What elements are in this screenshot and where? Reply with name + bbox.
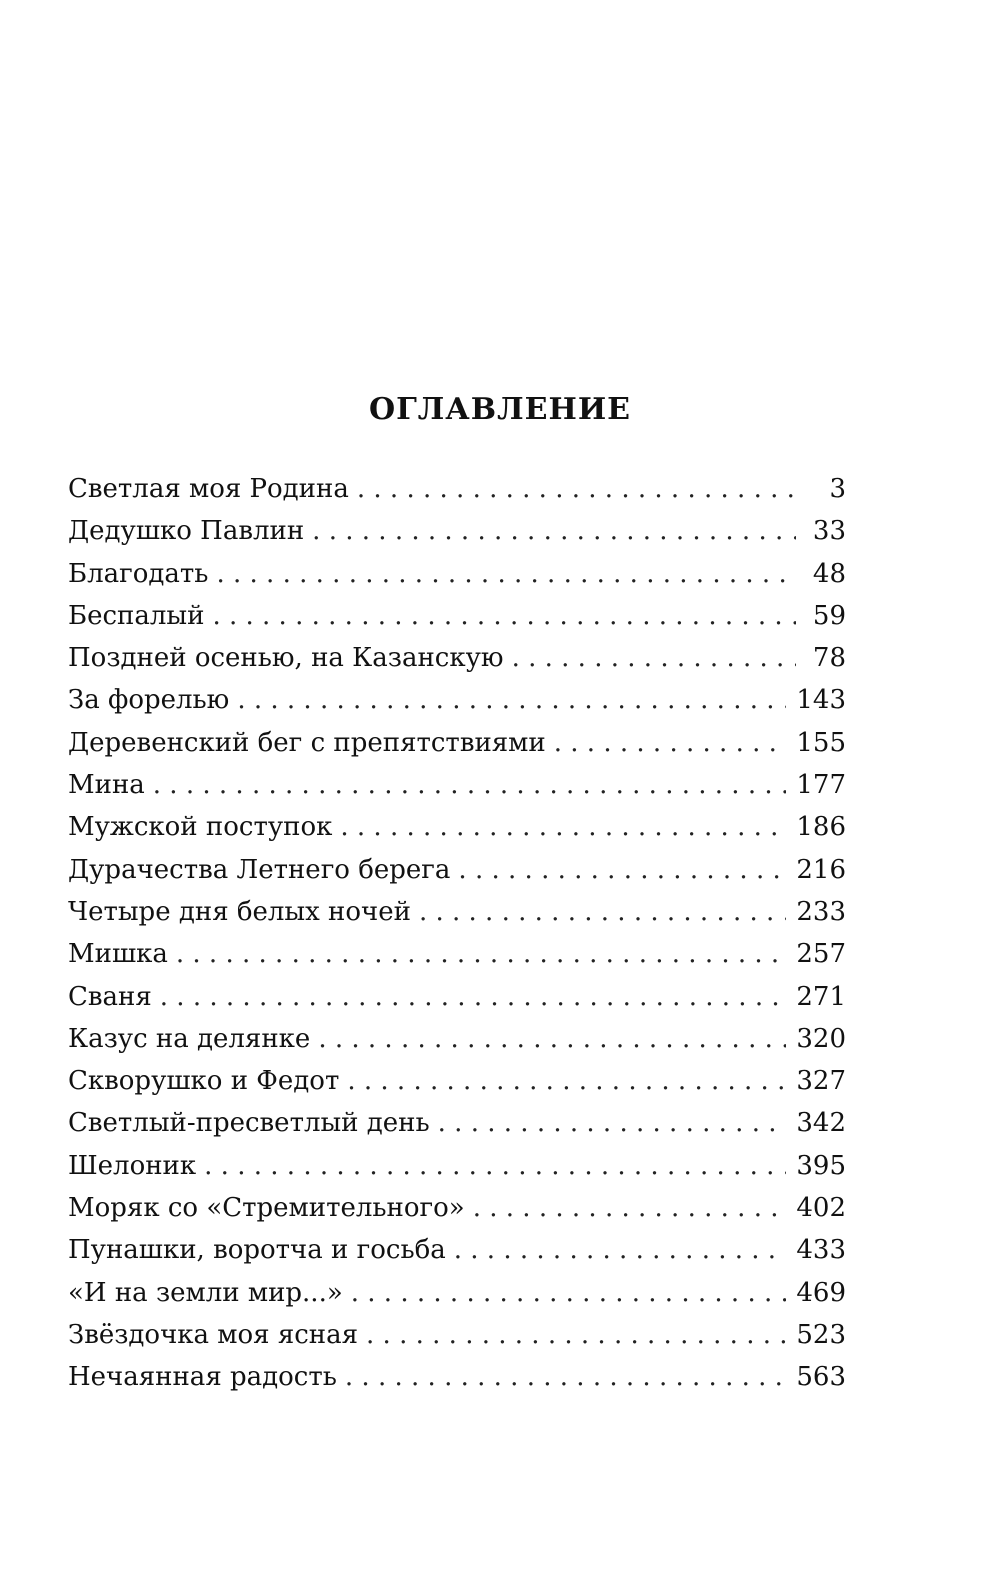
dot-leader xyxy=(340,806,786,848)
toc-entry-title: Казус на делянке xyxy=(68,1023,311,1054)
toc-entry-page: 469 xyxy=(796,1277,846,1308)
toc-entry xyxy=(68,1102,846,1144)
toc-entry-title: Светлая моя Родина xyxy=(68,474,349,504)
toc-entry-title: Мина xyxy=(68,770,145,801)
toc-entry-page: 563 xyxy=(796,1362,846,1393)
toc-entry-title: Мужской поступок xyxy=(68,812,333,843)
dot-leader xyxy=(160,976,787,1018)
toc-entry-page: 216 xyxy=(796,854,846,885)
dot-leader xyxy=(176,933,786,975)
toc-entry-page: 395 xyxy=(796,1150,846,1181)
toc-entry-page: 78 xyxy=(812,643,846,674)
toc-entry-page: 271 xyxy=(796,981,846,1012)
toc-entry xyxy=(68,468,846,510)
toc-entry xyxy=(68,595,846,637)
toc-entry-title: Шелоник xyxy=(68,1150,197,1181)
toc-entry-page: 143 xyxy=(796,685,846,716)
dot-leader xyxy=(419,891,786,933)
toc-entry-page: 59 xyxy=(812,600,846,631)
toc-entry-page: 48 xyxy=(812,558,846,589)
dot-leader xyxy=(351,1272,787,1314)
toc-heading: ОГЛАВЛЕНИЕ xyxy=(368,392,632,427)
toc-entry-page: 33 xyxy=(812,516,846,547)
toc-entry xyxy=(68,1356,846,1398)
toc-entry-title: За форелью xyxy=(68,685,230,716)
toc-entry-page: 233 xyxy=(796,896,846,927)
toc-entry-page: 523 xyxy=(796,1319,846,1350)
toc-entry xyxy=(68,1229,846,1271)
toc-entry xyxy=(68,1187,846,1229)
toc-entry xyxy=(68,1018,846,1060)
toc-entry-title: «И на земли мир...» xyxy=(68,1277,343,1308)
toc-entry-title: Нечаянная радость xyxy=(68,1362,337,1393)
toc-entry-title: Моряк со «Стремительного» xyxy=(68,1193,465,1224)
toc-entry-page: 320 xyxy=(796,1023,846,1054)
toc-entry xyxy=(68,933,846,975)
toc-entry-page: 3 xyxy=(829,474,846,504)
toc-entry xyxy=(68,722,846,764)
toc-entry-title: Скворушко и Федот xyxy=(68,1066,340,1097)
toc-entry-title: Пунашки, воротча и госьба xyxy=(68,1235,446,1266)
toc-entry xyxy=(68,976,846,1018)
dot-leader xyxy=(554,722,787,764)
toc-entry xyxy=(68,637,846,679)
toc-entry xyxy=(68,1272,846,1314)
toc-entry xyxy=(68,1145,846,1187)
dot-leader xyxy=(237,679,786,721)
dot-leader xyxy=(312,510,796,552)
dot-leader xyxy=(204,1145,786,1187)
toc-list xyxy=(68,468,846,1399)
dot-leader xyxy=(473,1187,787,1229)
dot-leader xyxy=(153,764,787,806)
toc-entry-title: Дурачества Летнего берега xyxy=(68,854,451,885)
toc-entry xyxy=(68,849,846,891)
dot-leader xyxy=(216,553,796,595)
dot-leader xyxy=(212,595,796,637)
toc-entry-page: 402 xyxy=(796,1193,846,1224)
toc-entry-title: Деревенский бег с препятствиями xyxy=(68,727,546,758)
toc-entry xyxy=(68,764,846,806)
dot-leader xyxy=(438,1102,787,1144)
dot-leader xyxy=(454,1229,787,1271)
toc-entry-title: Дедушко Павлин xyxy=(68,516,305,547)
dot-leader xyxy=(318,1018,786,1060)
toc-entry xyxy=(68,679,846,721)
dot-leader xyxy=(347,1060,786,1102)
dot-leader xyxy=(345,1356,786,1398)
toc-entry-page: 186 xyxy=(796,812,846,843)
toc-entry xyxy=(68,1314,846,1356)
toc-entry-page: 177 xyxy=(796,770,846,801)
toc-entry-title: Благодать xyxy=(68,558,209,589)
dot-leader xyxy=(366,1314,786,1356)
toc-entry-title: Поздней осенью, на Казанскую xyxy=(68,643,504,674)
toc-entry-page: 155 xyxy=(796,727,846,758)
toc-entry-page: 342 xyxy=(796,1108,846,1139)
toc-entry xyxy=(68,1060,846,1102)
dot-leader xyxy=(458,849,786,891)
toc-entry-title: Сваня xyxy=(68,981,152,1012)
toc-entry-page: 257 xyxy=(796,939,846,970)
toc-entry xyxy=(68,553,846,595)
dot-leader xyxy=(512,637,796,679)
toc-entry-page: 433 xyxy=(796,1235,846,1266)
dot-leader xyxy=(357,468,796,510)
toc-entry xyxy=(68,891,846,933)
toc-entry-title: Четыре дня белых ночей xyxy=(68,896,411,927)
toc-entry-title: Беспалый xyxy=(68,600,205,631)
toc-entry xyxy=(68,806,846,848)
toc-entry-title: Звёздочка моя ясная xyxy=(68,1319,359,1350)
toc-entry-title: Мишка xyxy=(68,939,168,970)
toc-entry-title: Светлый-пресветлый день xyxy=(68,1108,430,1139)
toc-entry xyxy=(68,510,846,552)
toc-entry-page: 327 xyxy=(796,1066,846,1097)
